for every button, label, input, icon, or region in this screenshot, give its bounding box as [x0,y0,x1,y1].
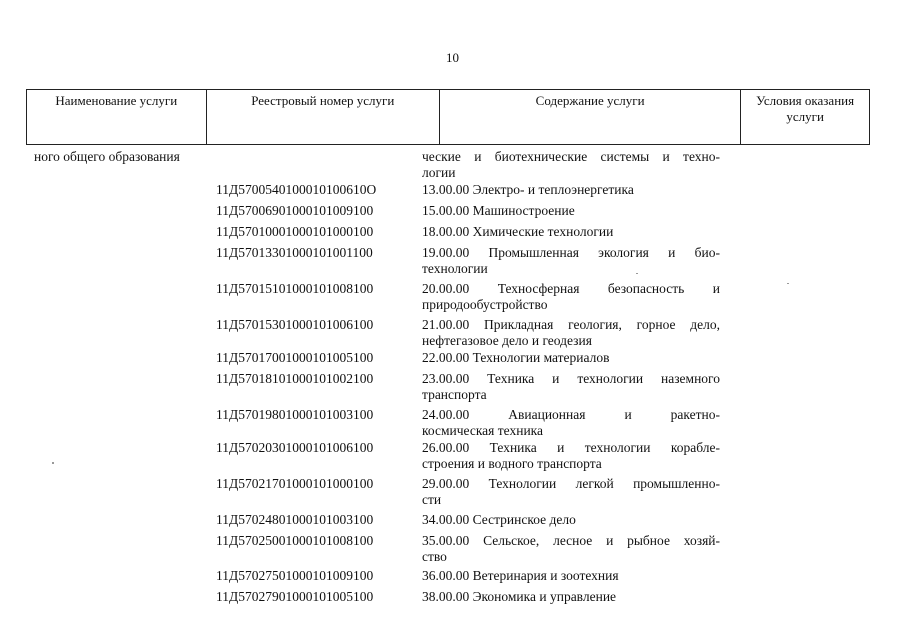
header-service-conditions: Условия оказания услуги [756,93,855,124]
service-content [422,407,720,439]
header-service-name: Наименование услуги [27,90,207,144]
service-content [422,533,720,565]
service-content [422,224,720,240]
registry-number: 11Д57006901000101009100 [216,203,374,218]
registry-number: 11Д57013301000101001100 [216,245,373,260]
content-line: 24.00.00 Авиационная и ракетно- [422,407,720,422]
content-line: 23.00.00 Техника и технологии наземного [422,371,720,386]
header-registry-number: Реестровый номер услуги [207,90,440,144]
registry-number: 11Д57021701000101000100 [216,476,374,491]
content-line: ство [422,549,447,564]
content-line: 20.00.00 Техносферная безопасность и [422,281,720,296]
registry-number: 11Д57024801000101003100 [216,512,374,527]
registry-number: 11Д57027501000101009100 [216,568,374,583]
content-line: 35.00.00 Сельское, лесное и рыбное хозяй- [422,533,720,548]
content-line: 29.00.00 Технологии легкой промышленно- [422,476,720,491]
content-line: природообустройство [422,297,548,312]
service-content [422,589,720,605]
registry-number: 11Д57015301000101006100 [216,317,374,332]
continuation-line: ческие и биотехнические системы и техно- [422,149,720,164]
content-line: 26.00.00 Техника и технологии корабле- [422,440,720,455]
scan-speck [52,462,54,464]
header-service-content: Содержание услуги [440,90,741,144]
registry-number: 11Д5700540100010100610О [216,182,377,197]
content-line: 34.00.00 Сестринское дело [422,512,576,527]
service-content [422,245,720,277]
registry-number: 11Д57017001000101005100 [216,350,374,365]
service-content [422,350,720,366]
registry-number: 11Д57010001000101000100 [216,224,374,239]
registry-number: 11Д57027901000101005100 [216,589,374,604]
content-line: 13.00.00 Электро- и теплоэнергетика [422,182,634,197]
registry-number: 11Д57015101000101008100 [216,281,374,296]
service-content [422,476,720,508]
service-content [422,568,720,584]
service-content [422,512,720,528]
service-content [422,317,720,349]
content-line: строения и водного транспорта [422,456,602,471]
continuation-service-name: ного общего образования [34,149,180,164]
service-content [422,281,720,313]
service-content [422,371,720,403]
registry-number: 11Д57025001000101008100 [216,533,374,548]
content-line: технологии [422,261,488,276]
service-content [422,182,720,198]
continuation-line: логии [422,165,456,180]
content-line: 22.00.00 Технологии материалов [422,350,610,365]
content-line: 15.00.00 Машиностроение [422,203,575,218]
service-content [422,440,720,472]
page-number: 10 [446,50,459,65]
content-line: 19.00.00 Промышленная экология и био- [422,245,720,260]
scan-speck [787,283,789,284]
content-line: 21.00.00 Прикладная геология, горное дело, [422,317,720,332]
content-line: 36.00.00 Ветеринария и зоотехния [422,568,619,583]
scan-speck [636,273,638,274]
service-content [422,203,720,219]
content-line: 38.00.00 Экономика и управление [422,589,617,604]
content-line: космическая техника [422,423,544,438]
table-header [26,89,870,145]
registry-number: 11Д57018101000101002100 [216,371,374,386]
content-line: транспорта [422,387,487,402]
content-line: сти [422,492,442,507]
registry-number: 11Д57020301000101006100 [216,440,374,455]
content-line: 18.00.00 Химические технологии [422,224,614,239]
content-line: нефтегазовое дело и геодезия [422,333,592,348]
registry-number: 11Д57019801000101003100 [216,407,374,422]
